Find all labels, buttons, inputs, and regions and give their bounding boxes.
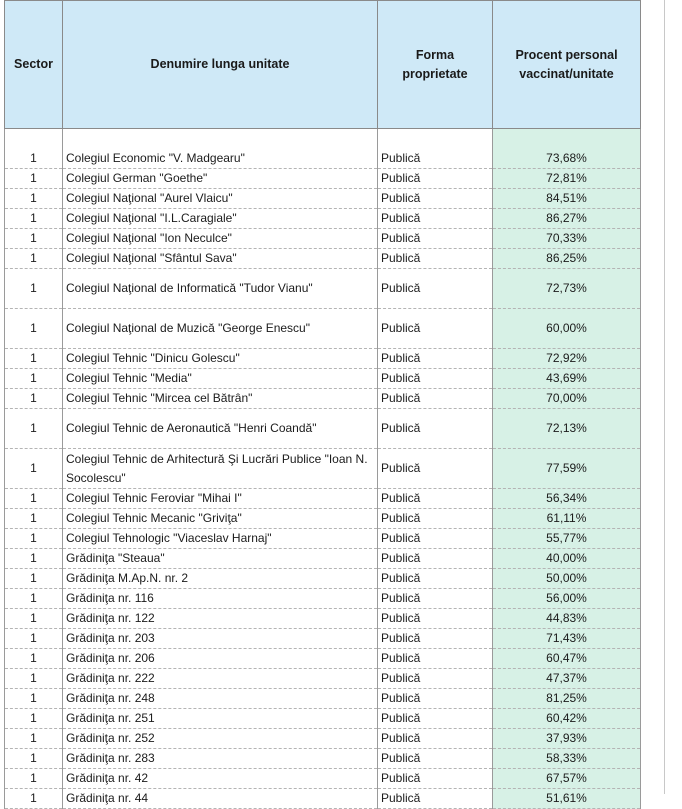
name-cell: Grădiniţa nr. 206: [63, 649, 378, 669]
sector-cell: 1: [5, 529, 63, 549]
table-row: [5, 489, 641, 509]
percent-cell: 43,69%: [493, 369, 641, 389]
sector-cell: 1: [5, 309, 63, 349]
table-row: [5, 449, 641, 489]
name-cell: Colegiul Tehnic "Media": [63, 369, 378, 389]
sector-cell: 1: [5, 269, 63, 309]
sector-cell: 1: [5, 149, 63, 169]
sector-cell: 1: [5, 489, 63, 509]
header-name: Denumire lunga unitate: [63, 1, 378, 129]
percent-cell: 70,33%: [493, 229, 641, 249]
percent-cell: 60,47%: [493, 649, 641, 669]
spreadsheet-page: [4, 0, 640, 805]
sector-cell: 1: [5, 689, 63, 709]
percent-cell: 60,42%: [493, 709, 641, 729]
ownership-cell: Publică: [378, 609, 493, 629]
percent-cell: 71,43%: [493, 629, 641, 649]
sector-cell: 1: [5, 589, 63, 609]
ownership-cell: Publică: [378, 529, 493, 549]
name-cell: Grădiniţa nr. 283: [63, 749, 378, 769]
name-cell: Grădiniţa nr. 116: [63, 589, 378, 609]
table-row: [5, 369, 641, 389]
table-row: [5, 689, 641, 709]
sector-cell: 1: [5, 729, 63, 749]
ownership-cell: Publică: [378, 569, 493, 589]
ownership-cell: Publică: [378, 249, 493, 269]
sector-cell: 1: [5, 649, 63, 669]
sector-cell: 1: [5, 409, 63, 449]
ownership-cell: Publică: [378, 709, 493, 729]
ownership-cell: Publică: [378, 449, 493, 489]
header-ownership: Forma proprietate: [378, 1, 493, 129]
name-cell: Colegiul Tehnic Mecanic "Griviţa": [63, 509, 378, 529]
name-cell: Colegiul Naţional de Muzică "George Enescu": [63, 309, 378, 349]
percent-cell: 56,00%: [493, 589, 641, 609]
ownership-cell: Publică: [378, 149, 493, 169]
table-row: [5, 149, 641, 169]
sector-cell: 1: [5, 769, 63, 789]
percent-cell: 72,81%: [493, 169, 641, 189]
sector-cell: 1: [5, 449, 63, 489]
sector-cell: 1: [5, 169, 63, 189]
table-row: [5, 589, 641, 609]
percent-cell: 67,57%: [493, 769, 641, 789]
table-row: [5, 269, 641, 309]
table-row: [5, 669, 641, 689]
table-row: [5, 569, 641, 589]
sector-cell: 1: [5, 249, 63, 269]
table-row: [5, 549, 641, 569]
ownership-cell: Publică: [378, 789, 493, 809]
ownership-cell: Publică: [378, 669, 493, 689]
name-cell: Colegiul Naţional "Aurel Vlaicu": [63, 189, 378, 209]
percent-cell: 55,77%: [493, 529, 641, 549]
sector-cell: 1: [5, 709, 63, 729]
table-row: [5, 729, 641, 749]
ownership-cell: Publică: [378, 649, 493, 669]
name-cell: Colegiul Economic "V. Madgearu": [63, 149, 378, 169]
header-percent: Procent personal vaccinat/unitate: [493, 1, 641, 129]
name-cell: Colegiul Naţional "Sfântul Sava": [63, 249, 378, 269]
ownership-cell: Publică: [378, 409, 493, 449]
sector-cell: 1: [5, 189, 63, 209]
percent-cell: 73,68%: [493, 149, 641, 169]
ownership-cell: Publică: [378, 189, 493, 209]
name-cell: Colegiul Naţional "Ion Neculce": [63, 229, 378, 249]
percent-cell: 77,59%: [493, 449, 641, 489]
table-row: [5, 249, 641, 269]
table-row: [5, 169, 641, 189]
sector-cell: 1: [5, 389, 63, 409]
name-cell: Colegiul Tehnic "Dinicu Golescu": [63, 349, 378, 369]
percent-cell: 56,34%: [493, 489, 641, 509]
table-row: [5, 189, 641, 209]
table-row: [5, 709, 641, 729]
sector-cell: 1: [5, 349, 63, 369]
sector-cell: 1: [5, 609, 63, 629]
percent-cell: 58,33%: [493, 749, 641, 769]
percent-cell: 47,37%: [493, 669, 641, 689]
table-row: [5, 529, 641, 549]
ownership-cell: Publică: [378, 689, 493, 709]
percent-cell: 72,13%: [493, 409, 641, 449]
name-cell: Colegiul Tehnic "Mircea cel Bătrân": [63, 389, 378, 409]
percent-cell: 72,73%: [493, 269, 641, 309]
name-cell: Colegiul Tehnic de Arhitectură Şi Lucrări Publice "Ioan N. Socolescu": [63, 449, 378, 489]
ownership-cell: Publică: [378, 309, 493, 349]
table-row: [5, 789, 641, 809]
sector-cell: 1: [5, 369, 63, 389]
name-cell: Grădiniţa nr. 248: [63, 689, 378, 709]
sector-cell: 1: [5, 789, 63, 809]
name-cell: Grădiniţa nr. 122: [63, 609, 378, 629]
vaccination-table: [4, 0, 641, 809]
ownership-cell: Publică: [378, 369, 493, 389]
name-cell: Colegiul Tehnologic "Viaceslav Harnaj": [63, 529, 378, 549]
percent-cell: 81,25%: [493, 689, 641, 709]
sector-cell: 1: [5, 509, 63, 529]
name-cell: Grădiniţa nr. 203: [63, 629, 378, 649]
name-cell: Colegiul German "Goethe": [63, 169, 378, 189]
name-cell: Grădiniţa nr. 252: [63, 729, 378, 749]
sector-cell: 1: [5, 569, 63, 589]
table-row: [5, 349, 641, 369]
table-row: [5, 209, 641, 229]
spacer-row: [5, 129, 641, 150]
percent-cell: 44,83%: [493, 609, 641, 629]
sector-cell: 1: [5, 229, 63, 249]
ownership-cell: Publică: [378, 269, 493, 309]
ownership-cell: Publică: [378, 629, 493, 649]
ownership-cell: Publică: [378, 549, 493, 569]
table-row: [5, 309, 641, 349]
sector-cell: 1: [5, 629, 63, 649]
name-cell: Colegiul Tehnic Feroviar "Mihai I": [63, 489, 378, 509]
ownership-cell: Publică: [378, 169, 493, 189]
name-cell: Colegiul Naţional de Informatică "Tudor Vianu": [63, 269, 378, 309]
sector-cell: 1: [5, 549, 63, 569]
table-header: [5, 1, 641, 129]
percent-cell: 50,00%: [493, 569, 641, 589]
percent-cell: 86,27%: [493, 209, 641, 229]
header-sector: Sector: [5, 1, 63, 129]
table-row: [5, 509, 641, 529]
page-edge-rule: [664, 0, 665, 794]
ownership-cell: Publică: [378, 229, 493, 249]
table-row: [5, 749, 641, 769]
table-row: [5, 629, 641, 649]
percent-cell: 72,92%: [493, 349, 641, 369]
name-cell: Colegiul Tehnic de Aeronautică "Henri Coandă": [63, 409, 378, 449]
name-cell: Grădiniţa nr. 251: [63, 709, 378, 729]
percent-cell: 40,00%: [493, 549, 641, 569]
name-cell: Grădiniţa nr. 42: [63, 769, 378, 789]
name-cell: Grădiniţa nr. 44: [63, 789, 378, 809]
ownership-cell: Publică: [378, 589, 493, 609]
ownership-cell: Publică: [378, 389, 493, 409]
name-cell: Colegiul Naţional "I.L.Caragiale": [63, 209, 378, 229]
ownership-cell: Publică: [378, 489, 493, 509]
sector-cell: 1: [5, 669, 63, 689]
percent-cell: 70,00%: [493, 389, 641, 409]
percent-cell: 51,61%: [493, 789, 641, 809]
percent-cell: 86,25%: [493, 249, 641, 269]
ownership-cell: Publică: [378, 749, 493, 769]
table-row: [5, 389, 641, 409]
ownership-cell: Publică: [378, 349, 493, 369]
percent-cell: 37,93%: [493, 729, 641, 749]
percent-cell: 61,11%: [493, 509, 641, 529]
ownership-cell: Publică: [378, 509, 493, 529]
table-row: [5, 409, 641, 449]
ownership-cell: Publică: [378, 729, 493, 749]
table-row: [5, 229, 641, 249]
ownership-cell: Publică: [378, 769, 493, 789]
ownership-cell: Publică: [378, 209, 493, 229]
sector-cell: 1: [5, 749, 63, 769]
percent-cell: 60,00%: [493, 309, 641, 349]
percent-cell: 84,51%: [493, 189, 641, 209]
table-row: [5, 769, 641, 789]
table-row: [5, 609, 641, 629]
table-row: [5, 649, 641, 669]
table-body: [5, 129, 641, 809]
sector-cell: 1: [5, 209, 63, 229]
name-cell: Grădiniţa nr. 222: [63, 669, 378, 689]
name-cell: Grădiniţa M.Ap.N. nr. 2: [63, 569, 378, 589]
name-cell: Grădiniţa "Steaua": [63, 549, 378, 569]
